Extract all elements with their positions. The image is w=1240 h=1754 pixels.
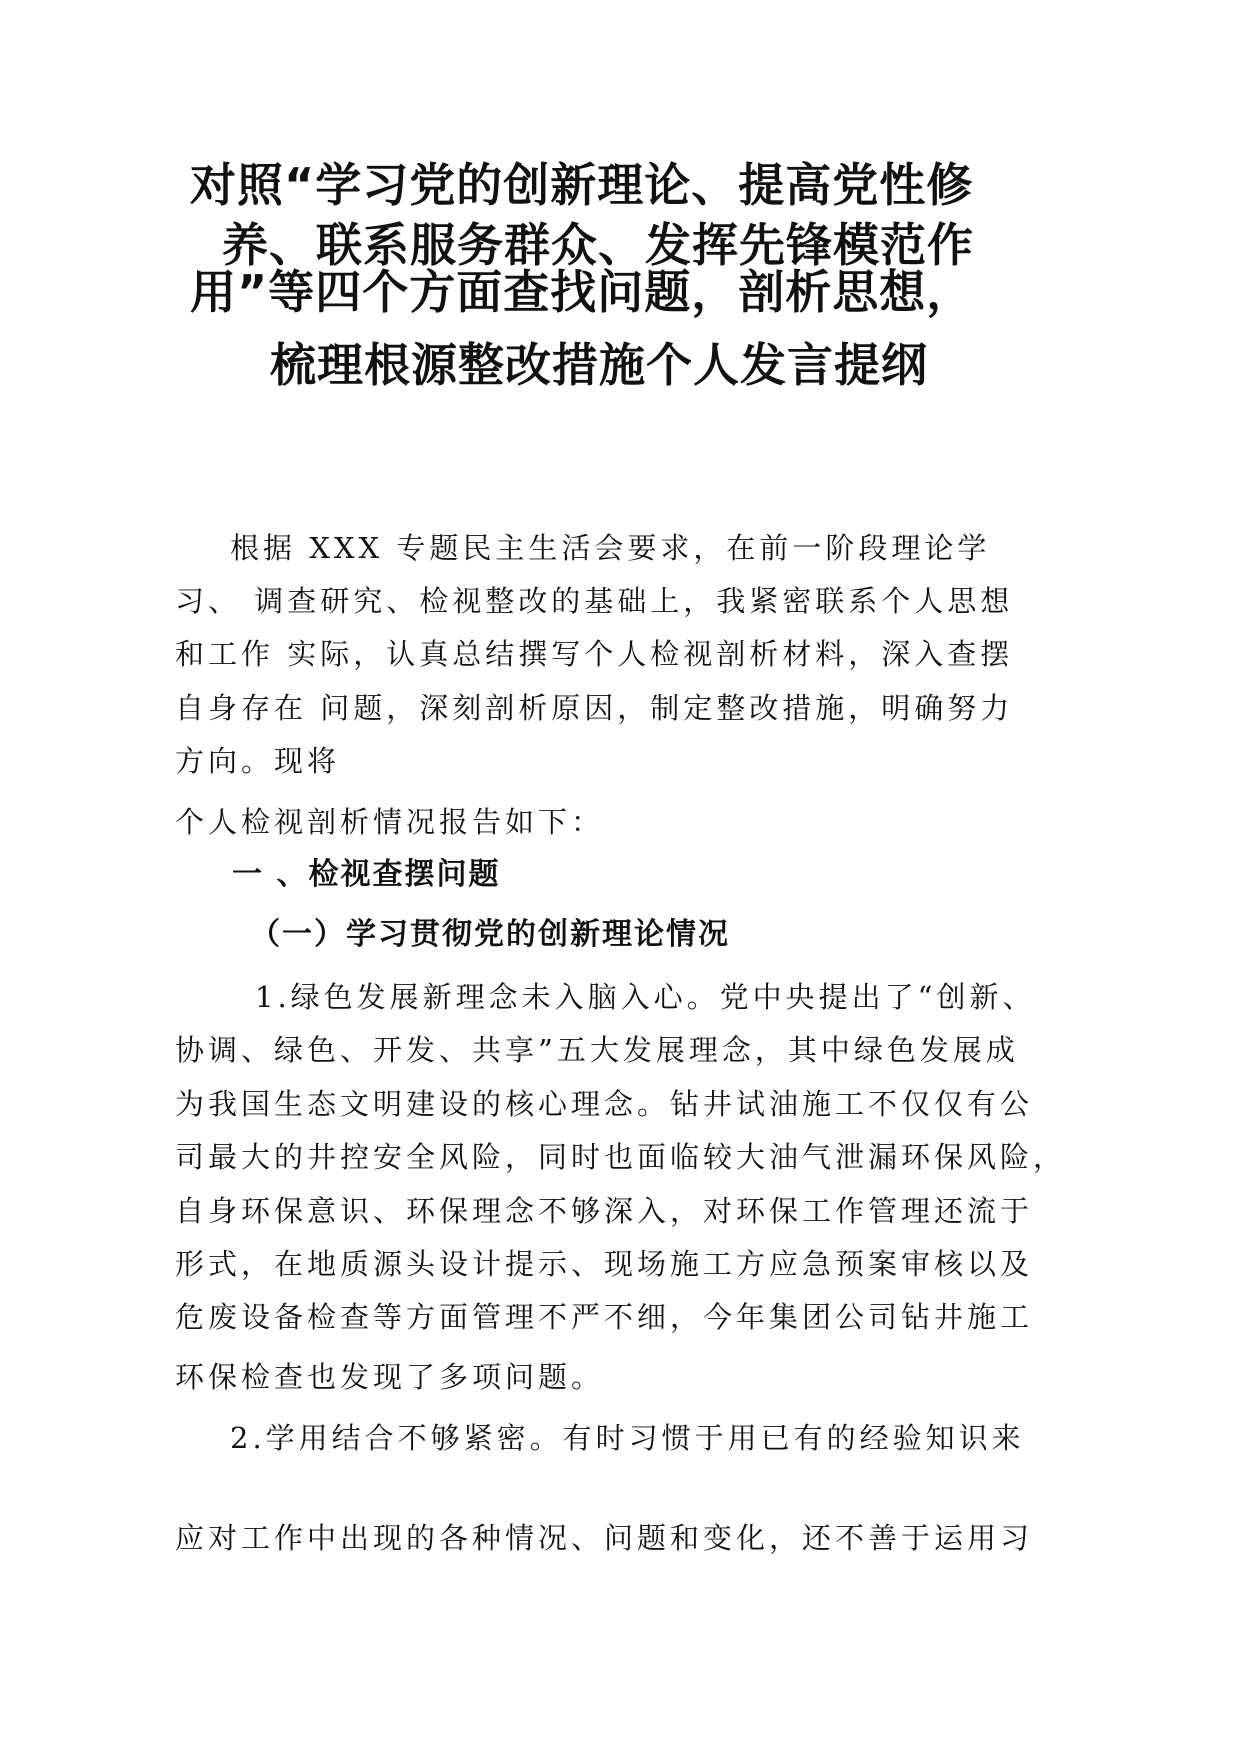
item1-line-3: 为我国生态文明建设的核心理念。钻井试油施工不仅仅有公 bbox=[175, 1087, 1034, 1121]
item1-line-6: 形式，在地质源头设计提示、现场施工方应急预案审核以及 bbox=[175, 1247, 1034, 1281]
section-heading-1: 一 、检视查摆问题 bbox=[232, 857, 501, 892]
document-title-line-1: 对照“学习党的创新理论、提高党性修 bbox=[190, 158, 974, 212]
item1-line-2: 协调、绿色、开发、共享”五大发展理念，其中绿色发展成 bbox=[175, 1033, 1019, 1067]
document-title-line-4: 梳理根源整改措施个人发言提纲 bbox=[270, 338, 928, 392]
intro-line-2: 习、 调查研究、检视整改的基础上，我紧密联系个人思想 bbox=[175, 584, 1014, 618]
item1-line-4: 司最大的井控安全风险，同时也面临较大油气泄漏环保风险， bbox=[175, 1140, 1067, 1174]
intro-line-4: 自身存在 问题，深刻剖析原因，制定整改措施，明确努力 bbox=[175, 691, 1014, 725]
intro-line-1: 根据 XXX 专题民主生活会要求，在前一阶段理论学 bbox=[230, 531, 991, 565]
intro-line-6: 个人检视剖析情况报告如下： bbox=[175, 805, 605, 839]
intro-line-3: 和工作 实际，认真总结撰写个人检视剖析材料，深入查摆 bbox=[175, 637, 1014, 671]
item2-line-1: 2.学用结合不够紧密。有时习惯于用已有的经验知识来 bbox=[230, 1421, 1025, 1455]
subsection-heading-1: （一）学习贯彻党的创新理论情况 bbox=[250, 917, 730, 952]
item1-line-7: 危废设备检查等方面管理不严不细，今年集团公司钻井施工 bbox=[175, 1300, 1034, 1334]
item2-line-2: 应对工作中出现的各种情况、问题和变化，还不善于运用习 bbox=[175, 1521, 1034, 1555]
item1-line-5: 自身环保意识、环保理念不够深入，对环保工作管理还流于 bbox=[175, 1194, 1034, 1228]
item1-line-1: 1.绿色发展新理念未入脑入心。党中央提出了“创新、 bbox=[255, 980, 1036, 1014]
item1-line-8: 环保检查也发现了多项问题。 bbox=[175, 1360, 605, 1394]
intro-line-5: 方向。现将 bbox=[175, 744, 341, 778]
document-title-line-2: 养、联系服务群众、发挥先锋模范作 bbox=[222, 218, 974, 272]
document-title-line-3: 用”等四个方面查找问题，剖析思想， bbox=[190, 265, 974, 319]
